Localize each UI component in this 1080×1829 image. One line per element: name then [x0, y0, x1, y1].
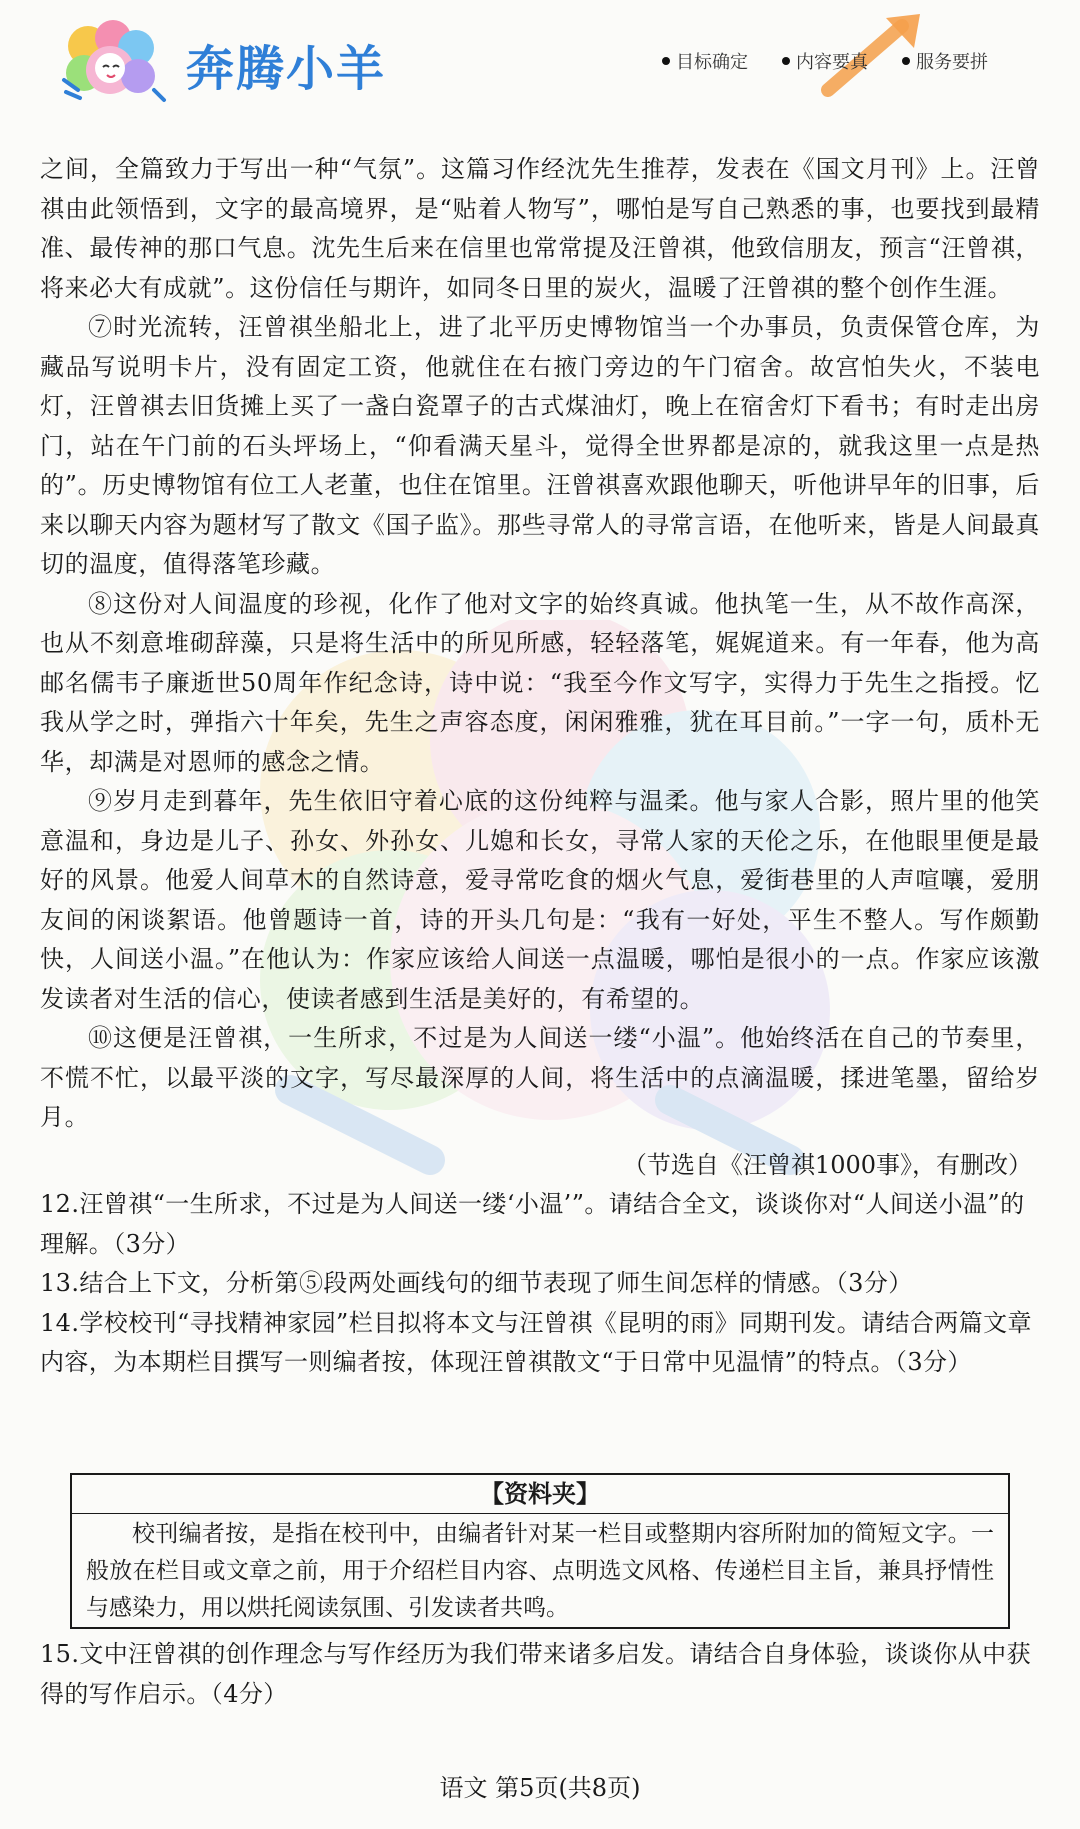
- question-14: 14.学校校刊“寻找精神家园”栏目拟将本文与汪曾祺《昆明的雨》同期刊发。请结合两篇文章内容，为本期栏目撰写一则编者按，体现汪曾祺散文“于日常中见温情”的特点。（3分）: [40, 1308, 1032, 1376]
- header-tag: [662, 48, 748, 74]
- paragraph-continuation: 之间，全篇致力于写出一种“气氛”。这篇习作经沈先生推荐，发表在《国文月刊》上。汪曾祺由此领悟到，文字的最高境界，是“贴着人物写”，哪怕是写自己熟悉的事，也要找到最精准、最传神的那口气息。沈先生后来在信里也常常提及汪曾祺，他致信朋友，预言“汪曾祺，将来必大有成就”。这份信任与期许，如同冬日里的炭火，温暖了汪曾祺的整个创作生涯。: [40, 155, 1040, 302]
- source-citation: （节选自《汪曾祺1000事》，有删改）: [622, 1150, 1032, 1179]
- page-footer: 语文 第5页(共8页): [439, 1774, 641, 1802]
- paragraph-7: ⑦时光流转，汪曾祺坐船北上，进了北平历史博物馆当一个办事员，负责保管仓库，为藏品写说明卡片，没有固定工资，他就住在右掖门旁边的午门宿舍。故宫怕失火，不装电灯，汪曾祺去旧货摊上买了一盏白瓷罩子的古式煤油灯，晚上在宿舍灯下看书；有时走出房门，站在午门前的石头坪场上，“仰看满天星斗，觉得全世界都是凉的，就我这里一点是热的”。历史博物馆有位工人老董，也住在馆里。汪曾祺喜欢跟他聊天，听他讲早年的旧事，后来以聊天内容为题材写了散文《国子监》。那些寻常人的寻常言语，在他听来，皆是人间最真切的温度，值得落笔珍藏。: [40, 313, 1040, 578]
- brand-name: 奔腾小羊: [186, 41, 387, 97]
- bullet-icon: [662, 57, 670, 65]
- tag-label: 目标确定: [676, 52, 748, 73]
- materials-box: [70, 1473, 1010, 1629]
- question-12: 12.汪曾祺“一生所求，不过是为人间送一缕‘小温’”。请结合全文，谈谈你对“人间送小温”的理解。（3分）: [40, 1190, 1025, 1258]
- paragraph-8: ⑧这份对人间温度的珍视，化作了他对文字的始终真诚。他执笔一生，从不故作高深，也从不刻意堆砌辞藻，只是将生活中的所见所感，轻轻落笔，娓娓道来。有一年春，他为高邮名儒韦子廉逝世50周年作纪念诗，诗中说：“我至今作文写字，实得力于先生之指授。忆我从学之时，弹指六十年矣，先生之声容态度，闲闲雅雅，犹在耳目前。”一字一句，质朴无华，却满是对恩师的感念之情。: [40, 589, 1040, 776]
- materials-title: 【资料夹】: [72, 1475, 1008, 1514]
- question-15: 15.文中汪曾祺的创作理念与写作经历为我们带来诸多启发。请结合自身体验，谈谈你从中获得的写作启示。（4分）: [40, 1640, 1031, 1708]
- sheep-logo-icon: [58, 18, 188, 108]
- paragraph-10: ⑩这便是汪曾祺，一生所求，不过是为人间送一缕“小温”。他始终活在自己的节奏里，不慌不忙，以最平淡的文字，写尽最深厚的人间，将生活中的点滴温暖，揉进笔墨，留给岁月。: [40, 1024, 1040, 1131]
- brand-logo: [58, 18, 398, 108]
- page-header: [0, 0, 1080, 120]
- bullet-icon: [782, 57, 790, 65]
- question-15-block: [40, 1635, 1040, 1714]
- header-tag: [782, 48, 868, 74]
- tag-label: 内容要真: [796, 52, 868, 73]
- question-13: 13.结合上下文，分析第⑤段两处画线句的细节表现了师生间怎样的情感。（3分）: [40, 1269, 913, 1297]
- header-tags: [662, 48, 988, 74]
- tag-label: 服务要拼: [916, 52, 988, 73]
- article-content: [40, 150, 1040, 1383]
- materials-body: 校刊编者按，是指在校刊中，由编者针对某一栏目或整期内容所附加的简短文字。一般放在栏目或文章之前，用于介绍栏目内容、点明选文风格、传递栏目主旨，兼具抒情性与感染力，用以烘托阅读氛围、引发读者共鸣。: [86, 1521, 994, 1621]
- paragraph-9: ⑨岁月走到暮年，先生依旧守着心底的这份纯粹与温柔。他与家人合影，照片里的他笑意温和，身边是儿子、孙女、外孙女、儿媳和长女，寻常人家的天伦之乐，在他眼里便是最好的风景。他爱人间草木的自然诗意，爱寻常吃食的烟火气息，爱街巷里的人声喧嚷，爱朋友间的闲谈絮语。他曾题诗一首，诗的开头几句是：“我有一好处，平生不整人。写作颇勤快，人间送小温。”在他认为：作家应该给人间送一点温暖，哪怕是很小的一点。作家应该激发读者对生活的信心，使读者感到生活是美好的，有希望的。: [40, 787, 1040, 1013]
- header-tag: [902, 48, 988, 74]
- bullet-icon: [902, 57, 910, 65]
